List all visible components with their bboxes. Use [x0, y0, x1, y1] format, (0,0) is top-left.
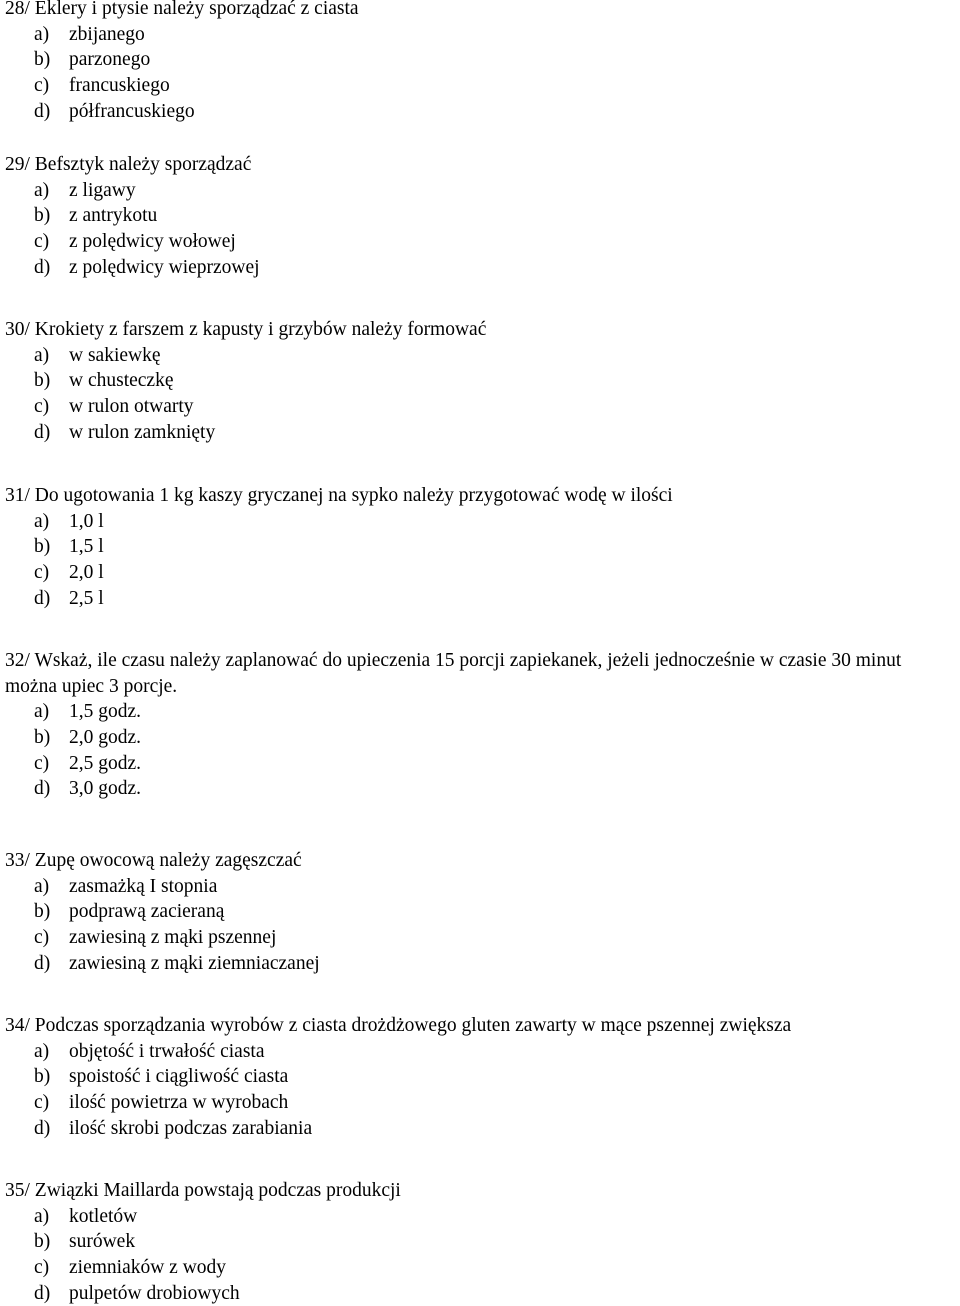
answer-list	[5, 178, 955, 281]
answer-list	[5, 1039, 955, 1142]
answer-letter: a)	[34, 701, 50, 723]
answer-text: 2,5 l	[69, 587, 104, 609]
answer-letter: a)	[34, 1205, 50, 1227]
answer-letter: a)	[34, 179, 50, 201]
question-text: 35/ Związki Maillarda powstają podczas produkcji	[5, 1180, 401, 1201]
answer-option	[5, 1064, 955, 1090]
answer-list	[5, 699, 955, 802]
answer-option	[5, 951, 955, 977]
answer-option	[5, 1281, 955, 1306]
question-text: 32/ Wskaż, ile czasu należy zaplanować do upieczenia 15 porcji zapiekanek, jeżeli jednocześnie w czasie 30 minut można upiec 3 porcje.	[5, 650, 902, 697]
answer-text: w sakiewkę	[69, 344, 161, 366]
question-34	[5, 1013, 955, 1141]
answer-option	[5, 534, 955, 560]
question-29	[5, 152, 955, 280]
answer-letter: a)	[34, 1040, 50, 1062]
answer-option	[5, 178, 955, 204]
answer-letter: c)	[34, 562, 50, 584]
answer-text: 2,0 godz.	[69, 727, 142, 749]
answer-option	[5, 776, 955, 802]
answer-list	[5, 1204, 955, 1306]
answer-list	[5, 22, 955, 125]
answer-option	[5, 394, 955, 420]
answer-option	[5, 255, 955, 281]
answer-letter: d)	[34, 1282, 51, 1304]
answer-option	[5, 560, 955, 586]
answer-letter: d)	[34, 952, 51, 974]
answer-option	[5, 1255, 955, 1281]
answer-option	[5, 1116, 955, 1142]
answer-option	[5, 22, 955, 48]
answer-option	[5, 47, 955, 73]
question-31	[5, 483, 955, 611]
answer-list	[5, 509, 955, 612]
answer-text: 3,0 godz.	[69, 778, 142, 800]
answer-text: ilość powietrza w wyrobach	[69, 1092, 289, 1114]
answer-option	[5, 203, 955, 229]
answer-option	[5, 229, 955, 255]
answer-letter: b)	[34, 1066, 51, 1088]
answer-option	[5, 586, 955, 612]
answer-option	[5, 1039, 955, 1065]
answer-letter: b)	[34, 727, 51, 749]
answer-option	[5, 1090, 955, 1116]
answer-text: półfrancuskiego	[69, 100, 195, 122]
answer-option	[5, 1204, 955, 1230]
answer-option	[5, 725, 955, 751]
answer-letter: c)	[34, 396, 50, 418]
answer-text: kotletów	[69, 1205, 138, 1227]
question-28	[5, 0, 955, 124]
answer-letter: b)	[34, 1231, 51, 1253]
answer-option	[5, 73, 955, 99]
answer-text: zbijanego	[69, 23, 145, 45]
answer-text: 2,0 l	[69, 562, 104, 584]
question-text: 31/ Do ugotowania 1 kg kaszy gryczanej na sypko należy przygotować wodę w ilości	[5, 485, 673, 506]
answer-text: z polędwicy wieprzowej	[69, 256, 260, 278]
answer-letter: b)	[34, 901, 51, 923]
answer-letter: b)	[34, 370, 51, 392]
answer-letter: d)	[34, 256, 51, 278]
answer-option	[5, 699, 955, 725]
answer-option	[5, 343, 955, 369]
question-text: 29/ Befsztyk należy sporządzać	[5, 154, 252, 175]
answer-text: zawiesiną z mąki ziemniaczanej	[69, 952, 320, 974]
answer-text: w chusteczkę	[69, 370, 174, 392]
question-text: 33/ Zupę owocową należy zagęszczać	[5, 850, 302, 871]
answer-text: objętość i trwałość ciasta	[69, 1040, 265, 1062]
answer-text: spoistość i ciągliwość ciasta	[69, 1066, 289, 1088]
answer-text: ilość skrobi podczas zarabiania	[69, 1117, 313, 1139]
answer-text: francuskiego	[69, 75, 170, 97]
answer-letter: b)	[34, 49, 51, 71]
answer-letter: c)	[34, 75, 50, 97]
answer-letter: c)	[34, 927, 50, 949]
answer-letter: d)	[34, 100, 51, 122]
answer-text: 1,5 l	[69, 536, 104, 558]
question-30	[5, 317, 955, 445]
answer-text: z antrykotu	[69, 205, 158, 227]
answer-option	[5, 1229, 955, 1255]
answer-letter: a)	[34, 510, 50, 532]
answer-text: surówek	[69, 1231, 136, 1253]
answer-option	[5, 368, 955, 394]
answer-letter: d)	[34, 587, 51, 609]
question-text: 28/ Eklery i ptysie należy sporządzać z ciasta	[5, 0, 359, 19]
answer-text: ziemniaków z wody	[69, 1257, 227, 1279]
question-35	[5, 1178, 955, 1306]
answer-option	[5, 509, 955, 535]
answer-letter: c)	[34, 1092, 50, 1114]
answer-letter: c)	[34, 231, 50, 253]
answer-text: z polędwicy wołowej	[69, 231, 236, 253]
answer-option	[5, 420, 955, 446]
answer-letter: d)	[34, 421, 51, 443]
answer-option	[5, 874, 955, 900]
answer-option	[5, 751, 955, 777]
answer-letter: b)	[34, 536, 51, 558]
answer-text: z ligawy	[69, 179, 136, 201]
answer-text: w rulon zamknięty	[69, 421, 216, 443]
answer-letter: d)	[34, 778, 51, 800]
answer-letter: c)	[34, 1257, 50, 1279]
answer-letter: a)	[34, 23, 50, 45]
answer-option	[5, 925, 955, 951]
answer-text: 1,0 l	[69, 510, 104, 532]
answer-letter: c)	[34, 752, 50, 774]
answer-text: parzonego	[69, 49, 151, 71]
question-33	[5, 848, 955, 976]
answer-text: pulpetów drobiowych	[69, 1282, 240, 1304]
question-text: 34/ Podczas sporządzania wyrobów z ciasta drożdżowego gluten zawarty w mące pszennej zwiększa	[5, 1015, 792, 1036]
answer-text: zawiesiną z mąki pszennej	[69, 927, 277, 949]
answer-letter: d)	[34, 1117, 51, 1139]
answer-text: 2,5 godz.	[69, 752, 142, 774]
answer-letter: b)	[34, 205, 51, 227]
answer-list	[5, 343, 955, 446]
answer-text: 1,5 godz.	[69, 701, 142, 723]
answer-text: zasmażką I stopnia	[69, 875, 218, 897]
question-32	[5, 648, 955, 802]
answer-letter: a)	[34, 875, 50, 897]
answer-option	[5, 99, 955, 125]
answer-option	[5, 899, 955, 925]
answer-text: w rulon otwarty	[69, 396, 194, 418]
answer-list	[5, 874, 955, 977]
answer-text: podprawą zacieraną	[69, 901, 225, 923]
answer-letter: a)	[34, 344, 50, 366]
question-text: 30/ Krokiety z farszem z kapusty i grzybów należy formować	[5, 319, 487, 340]
